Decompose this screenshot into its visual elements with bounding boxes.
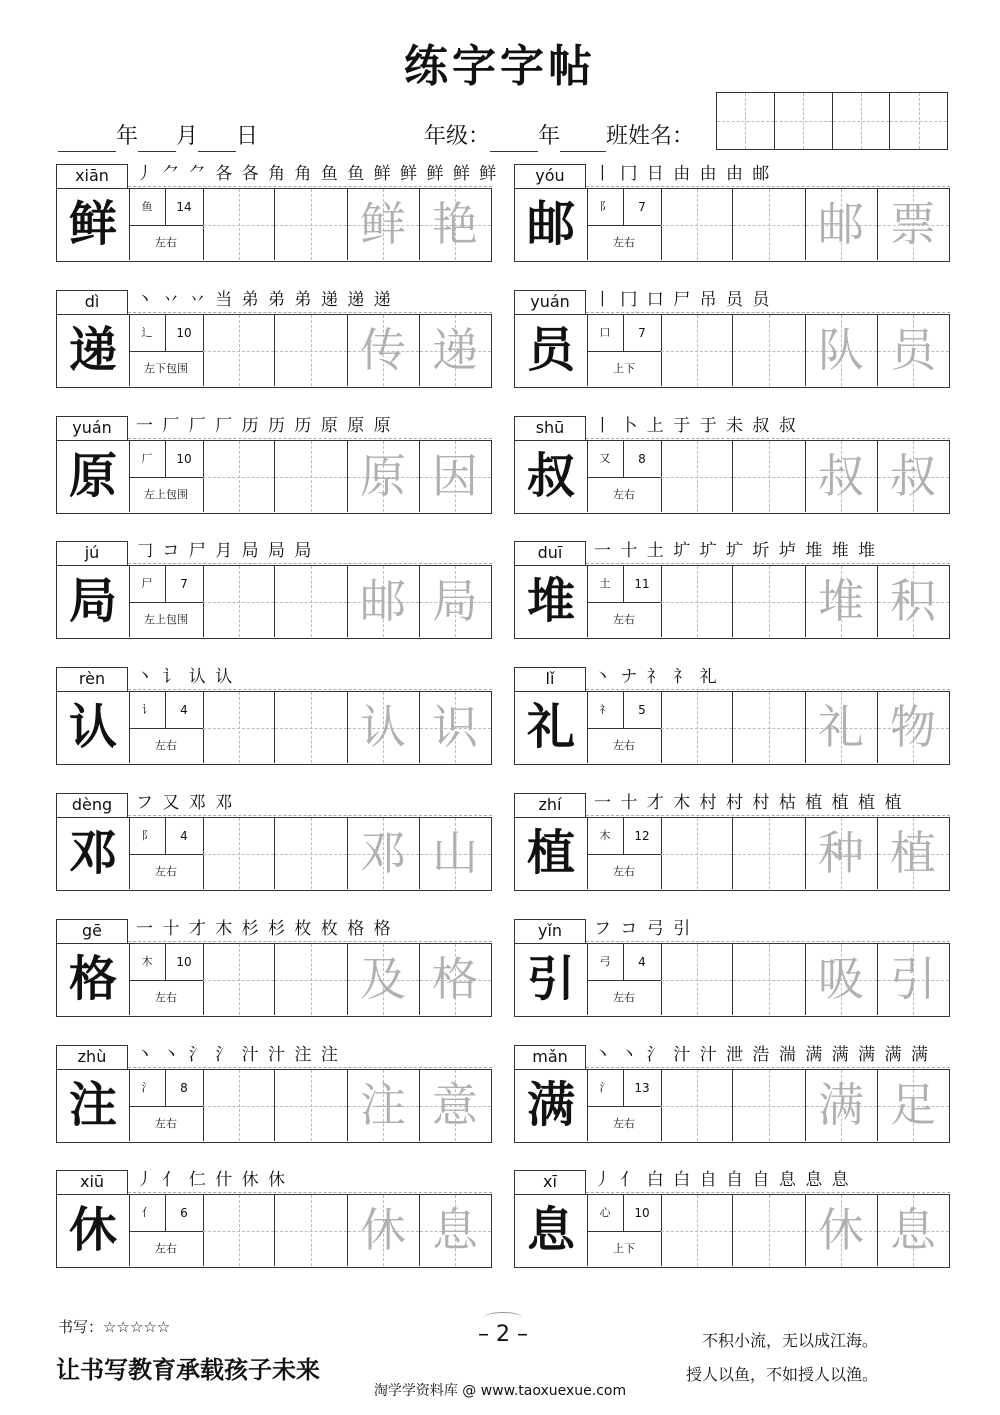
writing-cell[interactable] [661, 315, 733, 386]
name-cell[interactable] [890, 93, 947, 149]
stroke-count: 4 [623, 944, 661, 981]
pinyin-guide-line [586, 815, 950, 816]
structure: 左右 [613, 236, 635, 249]
model-character: 认 [57, 692, 130, 763]
trace-word-char[interactable]: 注 [360, 1078, 406, 1132]
stroke-order: 一 十 才 木 村 村 村 枯 植 植 植 植 [594, 793, 904, 813]
character-card [56, 667, 492, 777]
character-card [56, 1170, 492, 1280]
stroke-order: 𠃌 コ 尸 月 局 局 局 [136, 541, 314, 561]
stroke-order: 丨 冂 口 尸 吊 员 员 [594, 290, 772, 310]
writing-cell[interactable] [733, 1195, 805, 1266]
grade-blank[interactable] [490, 127, 538, 152]
practice-row [514, 817, 950, 891]
pinyin: zhí [514, 793, 586, 817]
stroke-order: 丨 冂 日 由 由 由 邮 [594, 164, 772, 184]
trace-word-char[interactable]: 意 [432, 1078, 478, 1132]
writing-cell[interactable] [203, 315, 275, 386]
pinyin-guide-line [586, 1192, 950, 1193]
quote-1: 不积小流，无以成江海。 [701, 1331, 878, 1350]
stroke-order: フ コ 弓 引 [594, 919, 693, 939]
stroke-count: 7 [165, 566, 203, 603]
practice-row [514, 314, 950, 388]
pinyin: duī [514, 541, 586, 565]
character-card [514, 667, 950, 777]
structure: 上下 [613, 362, 635, 375]
character-card [56, 164, 499, 274]
practice-row [514, 440, 950, 514]
day-label: 日 [236, 124, 259, 149]
character-card [56, 919, 492, 1029]
character-info [129, 189, 204, 260]
stroke-order: 一 厂 厂 厂 历 历 历 原 原 原 [136, 416, 393, 436]
writing-cell[interactable] [661, 944, 733, 1015]
character-card [514, 416, 950, 526]
trace-word-char[interactable]: 因 [432, 449, 478, 503]
date-line [58, 122, 258, 152]
radical: 土 [587, 566, 624, 603]
practice-row [56, 691, 492, 765]
radical: 氵 [587, 1070, 624, 1107]
pinyin-guide-line [586, 689, 950, 690]
trace-word-char[interactable]: 邮 [818, 197, 864, 251]
practice-row [514, 943, 950, 1017]
stroke-order: 丿 亻 白 白 自 自 自 息 息 息 [594, 1170, 851, 1190]
writing-cell[interactable] [275, 441, 347, 512]
structure: 左右 [155, 1242, 177, 1255]
writing-cell[interactable] [733, 1070, 805, 1141]
model-character: 员 [515, 315, 588, 386]
stroke-count: 14 [165, 189, 203, 226]
writing-cell[interactable] [733, 315, 805, 386]
writing-cell[interactable] [661, 692, 733, 763]
writing-cell[interactable] [661, 818, 733, 889]
stroke-count: 11 [623, 566, 661, 603]
pinyin: lǐ [514, 667, 586, 691]
radical: 尸 [129, 566, 166, 603]
model-character: 引 [515, 944, 588, 1015]
radical: 阝 [587, 189, 624, 226]
structure: 左上包围 [144, 613, 188, 626]
pinyin: dì [56, 290, 128, 314]
practice-row [514, 1194, 950, 1268]
radical: 心 [587, 1195, 624, 1232]
structure: 左右 [613, 865, 635, 878]
practice-row [56, 817, 492, 891]
grade-line [424, 122, 694, 152]
writing-cell[interactable] [275, 818, 347, 889]
pinyin: yǐn [514, 919, 586, 943]
structure: 左右 [613, 991, 635, 1004]
pinyin: mǎn [514, 1045, 586, 1069]
character-card [514, 290, 950, 400]
radical: 讠 [129, 692, 166, 729]
month-label: 月 [176, 124, 199, 149]
model-character: 息 [515, 1195, 588, 1266]
pinyin-guide-line [586, 563, 950, 564]
trace-word-char[interactable]: 局 [432, 574, 478, 628]
trace-word-char[interactable]: 叔 [818, 449, 864, 503]
structure: 左右 [613, 613, 635, 626]
stroke-order: 丿 ⺈ ⺈ 各 各 角 角 鱼 鱼 鲜 鲜 鲜 鲜 鲜 [136, 164, 499, 184]
stroke-order: 丨 卜 上 于 于 未 叔 叔 [594, 416, 798, 436]
writing-cell[interactable] [275, 692, 347, 763]
stroke-count: 13 [623, 1070, 661, 1107]
stroke-count: 4 [165, 692, 203, 729]
model-character: 邓 [57, 818, 130, 889]
practice-row [514, 565, 950, 639]
practice-row [56, 1194, 492, 1268]
stroke-order: 一 十 才 木 杉 杉 枚 枚 格 格 [136, 919, 393, 939]
trace-word-char[interactable]: 物 [890, 700, 936, 754]
year-label: 年 [116, 124, 139, 149]
trace-word-char[interactable]: 足 [890, 1078, 936, 1132]
stroke-count: 10 [623, 1195, 661, 1232]
stroke-count: 8 [165, 1070, 203, 1107]
writing-cell[interactable] [275, 315, 347, 386]
writing-cell[interactable] [203, 189, 275, 260]
pinyin: gē [56, 919, 128, 943]
writing-cell[interactable] [203, 441, 275, 512]
character-card [56, 541, 492, 651]
stroke-count: 10 [165, 441, 203, 478]
name-cell[interactable] [833, 93, 891, 149]
trace-word-char[interactable]: 休 [360, 1203, 406, 1257]
pinyin: xiū [56, 1170, 128, 1194]
practice-row [56, 943, 492, 1017]
radical: 口 [587, 315, 624, 352]
character-info [129, 566, 204, 637]
character-info [587, 315, 662, 386]
pinyin-guide-line [128, 1067, 492, 1068]
writing-cell[interactable] [203, 818, 275, 889]
character-info [129, 944, 204, 1015]
character-info [129, 1070, 204, 1141]
model-character: 原 [57, 441, 130, 512]
writing-cell[interactable] [661, 441, 733, 512]
character-info [587, 818, 662, 889]
writing-cell[interactable] [733, 566, 805, 637]
pinyin-guide-line [128, 186, 492, 187]
structure: 上下 [613, 1242, 635, 1255]
radical: 氵 [129, 1070, 166, 1107]
page-title: 练字字帖 [404, 41, 596, 92]
radical: 辶 [129, 315, 166, 352]
character-info [129, 315, 204, 386]
trace-word-char[interactable]: 息 [890, 1203, 936, 1257]
model-character: 礼 [515, 692, 588, 763]
stroke-count: 10 [165, 315, 203, 352]
pinyin-guide-line [586, 186, 950, 187]
page-number-decoration [484, 1312, 522, 1323]
stroke-count: 6 [165, 1195, 203, 1232]
trace-word-char[interactable]: 识 [432, 700, 478, 754]
model-character: 休 [57, 1195, 130, 1266]
character-info [587, 1195, 662, 1266]
writing-cell[interactable] [203, 1195, 275, 1266]
trace-word-char[interactable]: 及 [360, 952, 406, 1006]
model-character: 叔 [515, 441, 588, 512]
structure: 左右 [155, 991, 177, 1004]
stroke-order: 丶 讠 认 认 [136, 667, 235, 687]
trace-word-char[interactable]: 种 [818, 826, 864, 880]
model-character: 注 [57, 1070, 130, 1141]
writing-cell[interactable] [203, 1070, 275, 1141]
grade-year-label: 年 [538, 124, 561, 149]
trace-word-char[interactable]: 格 [432, 952, 478, 1006]
trace-word-char[interactable]: 艳 [432, 197, 478, 251]
writing-cell[interactable] [275, 1195, 347, 1266]
trace-word-char[interactable]: 引 [890, 952, 936, 1006]
trace-word-char[interactable]: 休 [818, 1203, 864, 1257]
practice-row [56, 565, 492, 639]
radical: 木 [129, 944, 166, 981]
trace-word-char[interactable]: 队 [818, 323, 864, 377]
pinyin-guide-line [128, 312, 492, 313]
character-card [514, 1170, 950, 1280]
character-card [56, 416, 492, 526]
pinyin: rèn [56, 667, 128, 691]
stroke-count: 5 [623, 692, 661, 729]
pinyin-guide-line [586, 1067, 950, 1068]
model-character: 满 [515, 1070, 588, 1141]
trace-word-char[interactable]: 邓 [360, 826, 406, 880]
character-info [129, 1195, 204, 1266]
radical: 礻 [587, 692, 624, 729]
pinyin: zhù [56, 1045, 128, 1069]
trace-word-char[interactable]: 满 [818, 1078, 864, 1132]
stroke-order: 丶 丶 氵 氵 汁 汁 注 注 [136, 1045, 340, 1065]
grade-label: 年级： [424, 124, 491, 149]
character-info [587, 1070, 662, 1141]
name-cell[interactable] [775, 93, 833, 149]
structure: 左右 [613, 488, 635, 501]
character-card [56, 290, 492, 400]
source-line: 淘学学资料库 @ www.taoxuexue.com [373, 1383, 627, 1399]
day-blank[interactable] [198, 127, 236, 152]
writing-cell[interactable] [275, 566, 347, 637]
structure: 左右 [613, 739, 635, 752]
practice-row [56, 314, 492, 388]
structure: 左右 [155, 865, 177, 878]
character-info [587, 189, 662, 260]
radical: 木 [587, 818, 624, 855]
character-card [514, 541, 950, 651]
pinyin: dèng [56, 793, 128, 817]
pinyin: xī [514, 1170, 586, 1194]
motto: 让书写教育承载孩子未来 [56, 1356, 320, 1384]
trace-word-char[interactable]: 递 [432, 323, 478, 377]
model-character: 堆 [515, 566, 588, 637]
character-info [587, 441, 662, 512]
writing-cell[interactable] [733, 189, 805, 260]
model-character: 局 [57, 566, 130, 637]
name-cell[interactable] [717, 93, 775, 149]
writing-cell[interactable] [275, 1070, 347, 1141]
writing-cell[interactable] [733, 818, 805, 889]
character-info [129, 441, 204, 512]
pinyin-guide-line [586, 941, 950, 942]
year-blank[interactable] [58, 127, 116, 152]
model-character: 鲜 [57, 189, 130, 260]
model-character: 格 [57, 944, 130, 1015]
month-blank[interactable] [138, 127, 176, 152]
character-info [129, 818, 204, 889]
writing-cell[interactable] [733, 441, 805, 512]
stroke-order: フ 又 邓 邓 [136, 793, 235, 813]
stroke-count: 10 [165, 944, 203, 981]
writing-cell[interactable] [203, 566, 275, 637]
trace-word-char[interactable]: 吸 [818, 952, 864, 1006]
trace-word-char[interactable]: 鲜 [360, 197, 406, 251]
writing-cell[interactable] [733, 692, 805, 763]
trace-word-char[interactable]: 息 [432, 1203, 478, 1257]
model-character: 植 [515, 818, 588, 889]
character-card [514, 793, 950, 903]
class-label: 班 [606, 124, 629, 149]
practice-row [514, 691, 950, 765]
radical: 鱼 [129, 189, 166, 226]
pinyin: xiān [56, 164, 128, 188]
pinyin: jú [56, 541, 128, 565]
structure: 左下包围 [144, 362, 188, 375]
pinyin: shū [514, 416, 586, 440]
radical: 亻 [129, 1195, 166, 1232]
character-card [514, 1045, 950, 1155]
stroke-order: 丶 丶 氵 汁 汁 泄 浩 湍 满 满 满 满 满 [594, 1045, 930, 1065]
writing-cell[interactable] [275, 944, 347, 1015]
structure: 左右 [155, 1117, 177, 1130]
pinyin: yóu [514, 164, 586, 188]
page-number-value: 2 [496, 1322, 510, 1347]
writing-cell[interactable] [203, 692, 275, 763]
structure: 左右 [613, 1117, 635, 1130]
trace-word-char[interactable]: 员 [890, 323, 936, 377]
trace-word-char[interactable]: 认 [360, 700, 406, 754]
quote-2: 授人以鱼，不如授人以渔。 [685, 1365, 878, 1384]
trace-word-char[interactable]: 堆 [818, 574, 864, 628]
practice-row [514, 188, 950, 262]
stroke-order: 一 十 土 圹 圹 圹 圻 垆 堆 堆 堆 [594, 541, 878, 561]
writing-cell[interactable] [661, 566, 733, 637]
stroke-count: 7 [623, 189, 661, 226]
stroke-order: 丶 ナ 礻 礻 礼 [594, 667, 719, 687]
page-number: – 2 – [470, 1322, 536, 1347]
structure: 左上包围 [144, 488, 188, 501]
radical: 弓 [587, 944, 624, 981]
trace-word-char[interactable]: 植 [890, 826, 936, 880]
pinyin-guide-line [586, 438, 950, 439]
trace-word-char[interactable]: 传 [360, 323, 406, 377]
stroke-count: 8 [623, 441, 661, 478]
character-info [587, 692, 662, 763]
pinyin-guide-line [128, 815, 492, 816]
trace-word-char[interactable]: 山 [432, 826, 478, 880]
stroke-order: 丿 亻 仁 什 休 休 [136, 1170, 288, 1190]
model-character: 递 [57, 315, 130, 386]
practice-row [514, 1069, 950, 1143]
character-card [56, 1045, 492, 1155]
model-character: 邮 [515, 189, 588, 260]
trace-word-char[interactable]: 原 [360, 449, 406, 503]
writing-cell[interactable] [661, 1070, 733, 1141]
radical: 又 [587, 441, 624, 478]
stroke-order: 丶 丷 丷 当 弟 弟 弟 递 递 递 [136, 290, 393, 310]
pinyin-guide-line [128, 689, 492, 690]
writing-cell[interactable] [203, 944, 275, 1015]
class-blank[interactable] [560, 127, 606, 152]
radical: 阝 [129, 818, 166, 855]
pinyin-guide-line [128, 941, 492, 942]
character-info [587, 566, 662, 637]
practice-row [56, 1069, 492, 1143]
trace-word-char[interactable]: 票 [890, 197, 936, 251]
stroke-count: 4 [165, 818, 203, 855]
stroke-count: 7 [623, 315, 661, 352]
practice-row [56, 440, 492, 514]
character-info [129, 692, 204, 763]
character-card [514, 919, 950, 1029]
structure: 左右 [155, 236, 177, 249]
name-grid[interactable] [716, 92, 948, 150]
character-info [587, 944, 662, 1015]
rating-label: 书写：☆☆☆☆☆ [58, 1318, 171, 1336]
practice-row [56, 188, 492, 262]
writing-cell[interactable] [661, 1195, 733, 1266]
structure: 左右 [155, 739, 177, 752]
name-label: 姓名： [628, 124, 695, 149]
writing-cell[interactable] [661, 189, 733, 260]
trace-word-char[interactable]: 叔 [890, 449, 936, 503]
character-card [514, 164, 950, 274]
stroke-count: 12 [623, 818, 661, 855]
trace-word-char[interactable]: 邮 [360, 574, 406, 628]
writing-cell[interactable] [733, 944, 805, 1015]
pinyin-guide-line [586, 312, 950, 313]
trace-word-char[interactable]: 礼 [818, 700, 864, 754]
pinyin-guide-line [128, 438, 492, 439]
character-card [56, 793, 492, 903]
writing-cell[interactable] [275, 189, 347, 260]
pinyin: yuán [514, 290, 586, 314]
pinyin-guide-line [128, 1192, 492, 1193]
pinyin-guide-line [128, 563, 492, 564]
radical: 厂 [129, 441, 166, 478]
pinyin: yuán [56, 416, 128, 440]
trace-word-char[interactable]: 积 [890, 574, 936, 628]
